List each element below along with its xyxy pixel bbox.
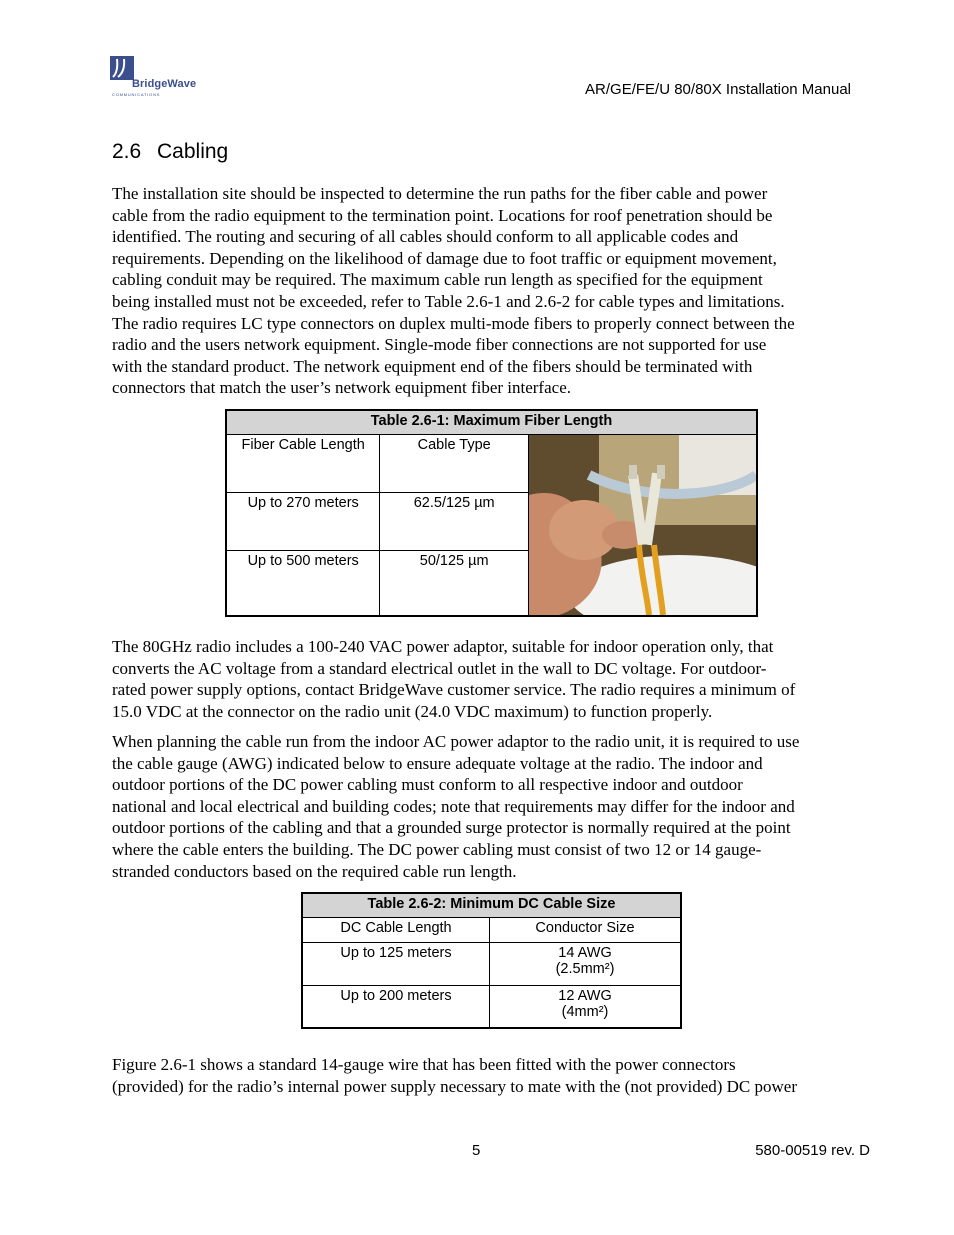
table-header-cell: Fiber Cable Length <box>226 434 380 492</box>
table-caption: Table 2.6-2: Minimum DC Cable Size <box>302 893 681 917</box>
text-line: When planning the cable run from the indoor AC power adaptor to the radio unit, it is required to use <box>112 732 800 751</box>
text-line: 15.0 VDC at the connector on the radio unit (24.0 VDC maximum) to function properly. <box>112 701 713 721</box>
text-line: cable from the radio equipment to the termination point. Locations for roof penetration should be <box>112 205 773 225</box>
page-number: 5 <box>472 1142 481 1159</box>
text-line: The radio requires LC type connectors on duplex multi-mode fibers to properly connect between the <box>112 313 795 333</box>
text-line: cabling conduit may be required. The maximum cable run length as specified for the equipment <box>112 270 763 290</box>
text-line: stranded conductors based on the required cable run length. <box>112 861 517 881</box>
logo-name: BridgeWave <box>132 78 197 90</box>
table-cell: Up to 270 meters <box>226 492 380 550</box>
text-line: The installation site should be inspected to determine the run paths for the fiber cable and power <box>112 184 768 203</box>
paragraph-figure-reference <box>112 1054 872 1097</box>
text-line: rated power supply options, contact BridgeWave customer service. The radio requires a minimum of <box>112 680 796 700</box>
fiber-connectors-image <box>529 435 756 615</box>
table-cell: Up to 200 meters <box>302 985 490 1028</box>
text-line: connectors that match the user’s network equipment fiber interface. <box>112 378 571 398</box>
text-line: where the cable enters the building. The DC power cabling must consist of two 12 or 14 gauge- <box>112 839 762 859</box>
section-title: Cabling <box>157 140 229 163</box>
table-header-cell: Cable Type <box>380 434 529 492</box>
table-caption: Table 2.6-1: Maximum Fiber Length <box>226 410 757 434</box>
paragraph-cable-run <box>112 731 872 882</box>
bridgewave-logo <box>110 56 220 100</box>
table-cell <box>490 985 682 1028</box>
conductor-size-awg: 14 AWG <box>558 944 612 961</box>
section-heading <box>112 140 228 164</box>
text-line: (provided) for the radio’s internal power supply necessary to mate with the (not provided) DC power <box>112 1076 798 1096</box>
manual-title: AR/GE/FE/U 80/80X Installation Manual <box>585 81 851 98</box>
section-number: 2.6 <box>112 140 142 163</box>
text-line: being installed must not be exceeded, refer to Table 2.6-1 and 2.6-2 for cable types and limitations. <box>112 291 785 311</box>
text-line: the cable gauge (AWG) indicated below to ensure adequate voltage at the radio. The indoor and <box>112 753 763 773</box>
conductor-size-mm: (2.5mm²) <box>555 960 615 977</box>
text-line: radio and the users network equipment. Single-mode fiber connections are not supported for use <box>112 335 767 355</box>
table-cell: Up to 500 meters <box>226 551 380 616</box>
table-maximum-fiber-length <box>225 409 758 617</box>
conductor-size-mm: (4mm²) <box>561 1003 609 1020</box>
bridgewave-logo-icon <box>110 56 134 80</box>
table-cell: 62.5/125 µm <box>380 492 529 550</box>
text-line: The 80GHz radio includes a 100-240 VAC power adaptor, suitable for indoor operation only, that <box>112 637 774 656</box>
table-cell: 50/125 µm <box>380 551 529 616</box>
text-line: identified. The routing and securing of all cables should conform to all applicable codes and <box>112 227 739 247</box>
paragraph-site-inspection <box>112 183 872 399</box>
document-number: 580-00519 rev. D <box>755 1142 870 1159</box>
text-line: outdoor portions of the cabling and that a grounded surge protector is normally required at the point <box>112 818 791 838</box>
table-minimum-dc-cable-size <box>301 892 682 1029</box>
table-header-cell: DC Cable Length <box>302 917 490 942</box>
table-cell: Up to 125 meters <box>302 942 490 985</box>
logo-subtitle: COMMUNICATIONS <box>112 92 161 97</box>
conductor-size-awg: 12 AWG <box>558 987 612 1004</box>
text-line: Figure 2.6-1 shows a standard 14-gauge wire that has been fitted with the power connectors <box>112 1055 736 1074</box>
fiber-lc-connectors-photo <box>529 434 758 616</box>
table-header-cell: Conductor Size <box>490 917 682 942</box>
table-cell <box>490 942 682 985</box>
text-line: converts the AC voltage from a standard electrical outlet in the wall to DC voltage. For outdoor- <box>112 658 767 678</box>
text-line: national and local electrical and building codes; note that requirements may differ for the indoor and <box>112 796 795 816</box>
text-line: with the standard product. The network equipment end of the fibers should be terminated with <box>112 356 753 376</box>
text-line: requirements. Depending on the likelihood of damage due to foot traffic or equipment movement, <box>112 248 777 268</box>
paragraph-power-adaptor <box>112 636 872 722</box>
text-line: outdoor portions of the DC power cabling must conform to all respective indoor and outdoor <box>112 775 743 795</box>
